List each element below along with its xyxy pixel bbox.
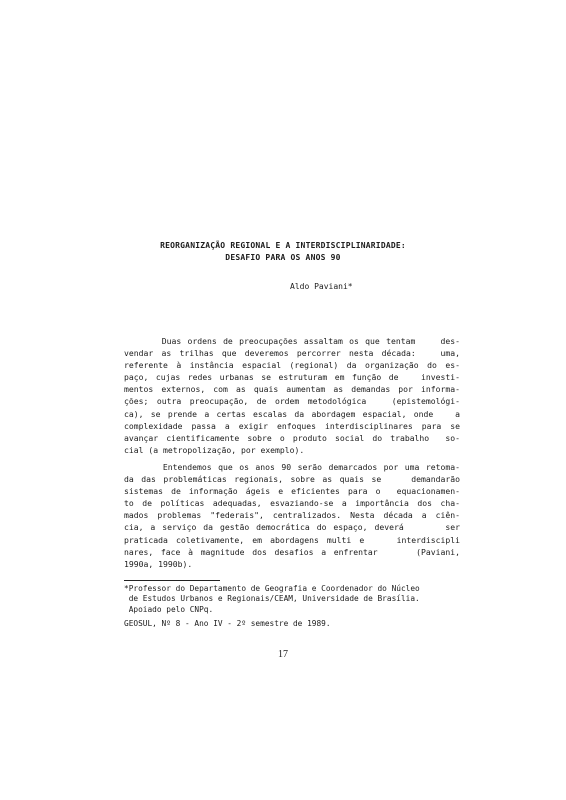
- paragraph-line: nares, face à magnitude dos desafios a enfrentar (Paviani,: [124, 546, 460, 557]
- paragraph-2: [124, 461, 460, 570]
- paragraph-line: Duas ordens de preocupações assaltam os que tentam des-: [124, 336, 460, 346]
- author-name: Aldo Paviani*: [290, 282, 353, 291]
- page-number: 17: [278, 649, 288, 660]
- article-title-line-2: DESAFIO PARA OS ANOS 90: [225, 253, 341, 262]
- paragraph-line: mados problemas "federais", centralizados. Nesta década a ciên-: [124, 510, 460, 521]
- paragraph-line: avançar cientificamente sobre o produto social do trabalho so-: [124, 432, 460, 443]
- paragraph-line: praticada coletivamente, em abordagens multi e interdiscipli: [124, 534, 460, 545]
- paragraph-line: complexidade passa a exigir enfoques interdisciplinares para se: [124, 420, 460, 431]
- paragraph-line: referente à instância espacial (regional) da organização do es-: [124, 360, 460, 371]
- paragraph-line: mentos externos, com as quais aumentam as demandas por informa-: [124, 384, 460, 395]
- footnote-line: de Estudos Urbanos e Regionais/CEAM, Universidade de Brasília.: [124, 594, 420, 604]
- paragraph-line: Entendemos que os anos 90 serão demarcados por uma retoma-: [124, 462, 460, 472]
- paragraph-line: ca), se prende a certas escalas da abordagem espacial, onde a: [124, 408, 460, 419]
- paragraph-line: paço, cujas redes urbanas se estruturam em função de investi-: [124, 372, 460, 383]
- paragraph-line: 1990a, 1990b).: [124, 558, 193, 569]
- footnote-divider: [124, 580, 220, 581]
- paragraph-line: cia, a serviço da gestão democrática do espaço, deverá ser: [124, 522, 460, 533]
- footnote-line: Apoiado pelo CNPq.: [124, 604, 214, 614]
- paragraph-line: ções; outra preocupação, de ordem metodológica (epistemológi-: [124, 396, 460, 407]
- footnote-line: *Professor do Departamento de Geografia e Coordenador do Núcleo: [124, 584, 420, 593]
- paragraph-line: vendar as trilhas que deveremos percorrer nesta década: uma,: [124, 348, 460, 359]
- paragraph-line: sistemas de informação ágeis e eficientes para o equacionamen-: [124, 486, 460, 497]
- paragraph-1: [124, 335, 460, 456]
- journal-citation: GEOSUL, Nº 8 - Ano IV - 2º semestre de 1989.: [124, 619, 331, 628]
- paragraph-line: to de políticas adequadas, esvaziando-se a importância dos cha-: [124, 498, 460, 509]
- paragraph-line: cial (a metropolização, por exemplo).: [124, 444, 305, 455]
- article-title-line-1: REORGANIZAÇÃO REGIONAL E A INTERDISCIPLINARIDADE:: [160, 241, 406, 250]
- paragraph-line: da das problemáticas regionais, sobre as quais se demandarão: [124, 474, 460, 485]
- footnote: [124, 584, 460, 615]
